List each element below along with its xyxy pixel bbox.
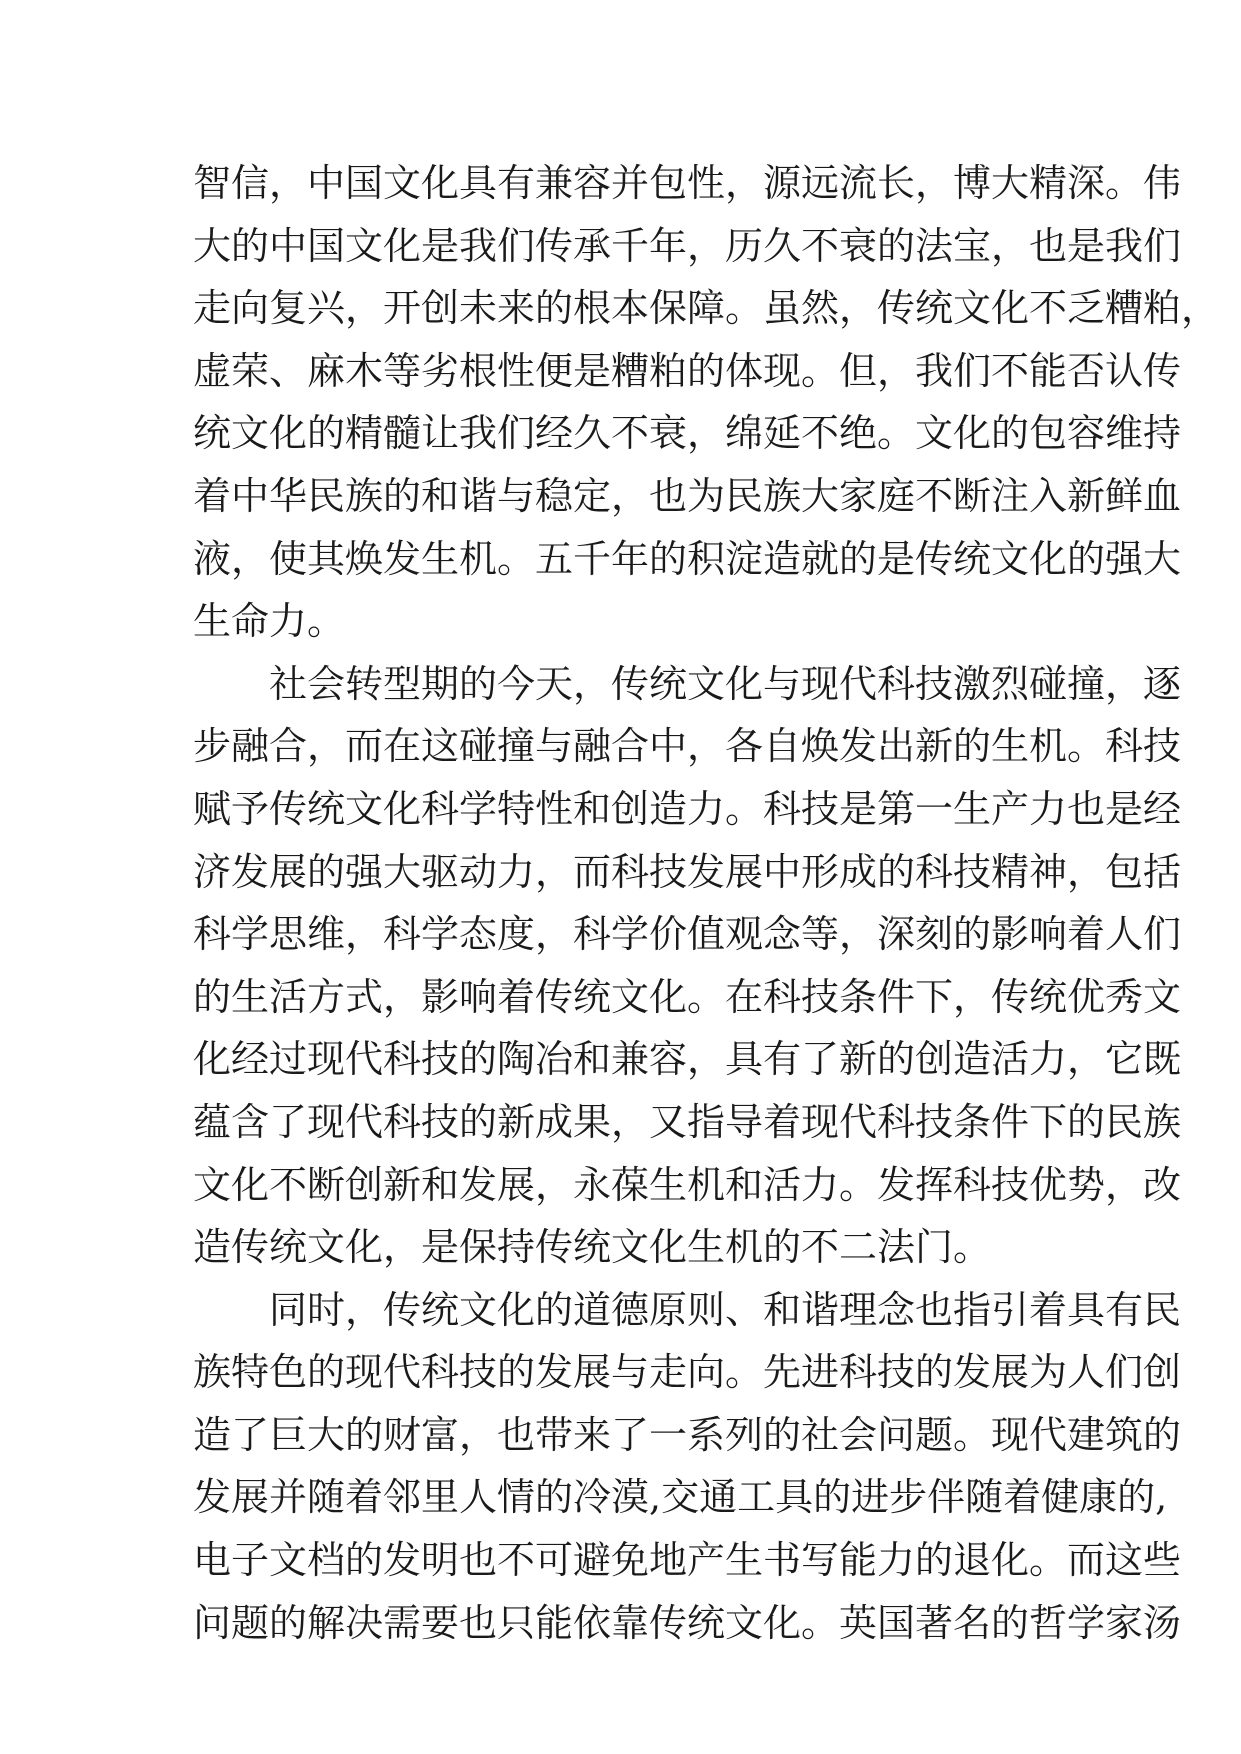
- text-line: 济发展的强大驱动力，而科技发展中形成的科技精神，包括: [193, 849, 1182, 894]
- text-line: 文化不断创新和发展，永葆生机和活力。发挥科技优势，改: [193, 1162, 1182, 1207]
- body-text: [193, 152, 1220, 1654]
- text-line: 步融合，而在这碰撞与融合中，各自焕发出新的生机。科技: [193, 724, 1182, 769]
- text-line: 虚荣、麻木等劣根性便是糟粕的体现。但，我们不能否认传: [193, 348, 1182, 393]
- text-line: 生命力。: [193, 599, 346, 644]
- text-line: 电子文档的发明也不可避免地产生书写能力的退化。而这些: [193, 1538, 1182, 1583]
- text-line: 统文化的精髓让我们经久不衰，绵延不绝。文化的包容维持: [193, 411, 1182, 456]
- text-line: 造传统文化，是保持传统文化生机的不二法门。: [193, 1225, 992, 1270]
- text-line: 发展并随着邻里人情的冷漠,交通工具的进步伴随着健康的,: [193, 1475, 1168, 1520]
- text-line: 智信，中国文化具有兼容并包性，源远流长，博大精深。伟: [193, 161, 1182, 205]
- text-line: 大的中国文化是我们传承千年，历久不衰的法宝，也是我们: [193, 223, 1182, 268]
- text-line: 科学思维，科学态度，科学价值观念等，深刻的影响着人们: [193, 912, 1182, 957]
- text-line: 社会转型期的今天，传统文化与现代科技激烈碰撞，逐: [269, 661, 1182, 706]
- text-line: 化经过现代科技的陶冶和兼容，具有了新的创造活力，它既: [193, 1037, 1182, 1082]
- text-line: 的生活方式，影响着传统文化。在科技条件下，传统优秀文: [193, 974, 1182, 1019]
- text-line: 族特色的现代科技的发展与走向。先进科技的发展为人们创: [193, 1350, 1182, 1395]
- text-line: 问题的解决需要也只能依靠传统文化。英国著名的哲学家汤: [193, 1600, 1182, 1645]
- text-line: 着中华民族的和谐与稳定，也为民族大家庭不断注入新鲜血: [193, 473, 1182, 518]
- text-line: 蕴含了现代科技的新成果，又指导着现代科技条件下的民族: [193, 1099, 1182, 1144]
- text-line: 同时，传统文化的道德原则、和谐理念也指引着具有民: [269, 1287, 1182, 1332]
- text-line: 液，使其焕发生机。五千年的积淀造就的是传统文化的强大: [193, 536, 1182, 581]
- text-line: 赋予传统文化科学特性和创造力。科技是第一生产力也是经: [193, 786, 1182, 831]
- text-line: 造了巨大的财富，也带来了一系列的社会问题。现代建筑的: [193, 1412, 1182, 1457]
- text-line: 走向复兴，开创未来的根本保障。虽然，传统文化不乏糟粕，: [193, 286, 1220, 331]
